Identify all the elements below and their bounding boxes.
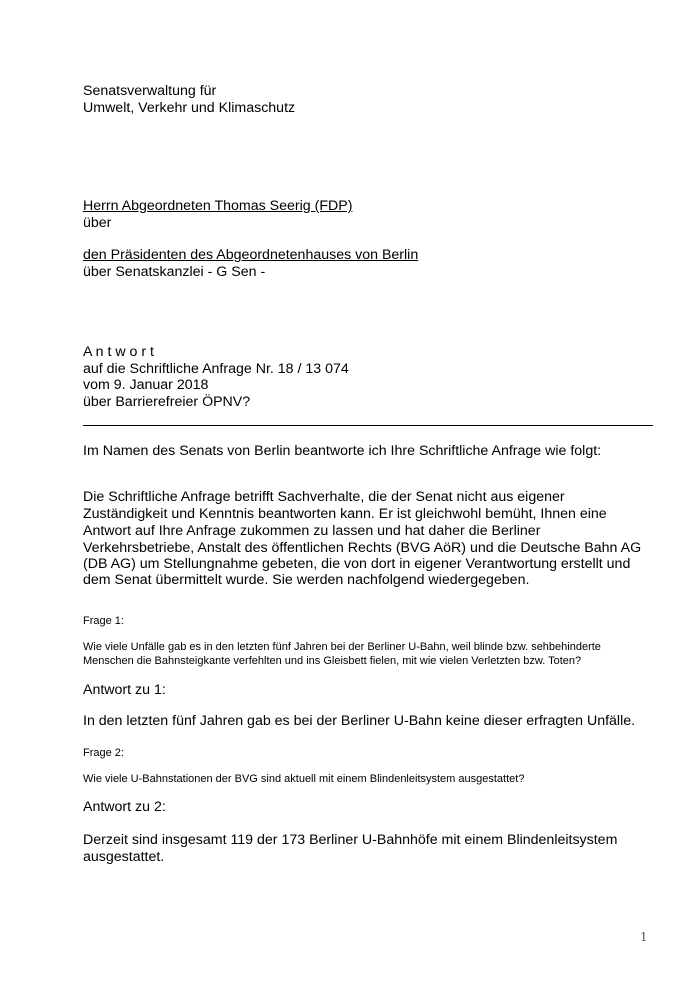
inquiry-subject: über Barrierefreier ÖPNV? xyxy=(83,394,251,410)
recipient-name: Herrn Abgeordneten Thomas Seerig (FDP) xyxy=(83,198,353,214)
recipient-via: über xyxy=(83,215,112,231)
question-1-text: Menschen die Bahnsteigkante verfehlten und ins Gleisbett fielen, mit wie vielen Verletzten bzw. Toten? xyxy=(83,655,582,667)
preamble-line: Antwort auf Ihre Anfrage zukommen zu lassen und hat daher die Berliner xyxy=(83,523,541,539)
preamble-line: Zuständigkeit und Kenntnis beantworten kann. Er ist gleichwohl bemüht, Ihnen eine xyxy=(83,506,607,522)
intro-text: Im Namen des Senats von Berlin beantworte ich Ihre Schriftliche Anfrage wie folgt: xyxy=(83,443,602,459)
recipient-chancellery: über Senatskanzlei - G Sen - xyxy=(83,264,266,280)
answer-1-label: Antwort zu 1: xyxy=(83,682,166,698)
preamble-line: dem Senat übermittelt wurde. Sie werden nachfolgend wiedergegeben. xyxy=(83,572,530,588)
answer-1-text: In den letzten fünf Jahren gab es bei der Berliner U-Bahn keine dieser erfragten Unfälle. xyxy=(83,713,636,729)
answer-2-label: Antwort zu 2: xyxy=(83,799,166,815)
sender-line-1: Senatsverwaltung für xyxy=(83,83,217,99)
answer-2-text: ausgestattet. xyxy=(83,849,165,865)
question-1-label: Frage 1: xyxy=(83,615,124,627)
preamble-line: Verkehrsbetriebe, Anstalt des öffentlichen Rechts (BVG AöR) und die Deutsche Bahn AG xyxy=(83,540,642,556)
horizontal-rule xyxy=(83,425,653,426)
page-number: 1 xyxy=(640,930,648,944)
question-2-text: Wie viele U-Bahnstationen der BVG sind aktuell mit einem Blindenleitsystem ausgestattet? xyxy=(83,773,525,785)
preamble-line: Die Schriftliche Anfrage betrifft Sachverhalte, die der Senat nicht aus eigener xyxy=(83,489,565,505)
recipient-president: den Präsidenten des Abgeordnetenhauses von Berlin xyxy=(83,247,419,263)
answer-title: A n t w o r t xyxy=(83,344,154,360)
sender-line-2: Umwelt, Verkehr und Klimaschutz xyxy=(83,100,296,116)
answer-2-text: Derzeit sind insgesamt 119 der 173 Berliner U-Bahnhöfe mit einem Blindenleitsystem xyxy=(83,832,618,848)
preamble-line: (DB AG) um Stellungnahme gebeten, die von dort in eigener Verantwortung erstellt und xyxy=(83,556,631,572)
question-2-label: Frage 2: xyxy=(83,747,124,759)
question-1-text: Wie viele Unfälle gab es in den letzten fünf Jahren bei der Berliner U-Bahn, weil blinde bzw. sehbehinderte xyxy=(83,641,601,653)
inquiry-number: auf die Schriftliche Anfrage Nr. 18 / 13 074 xyxy=(83,361,349,377)
inquiry-date: vom 9. Januar 2018 xyxy=(83,377,209,393)
